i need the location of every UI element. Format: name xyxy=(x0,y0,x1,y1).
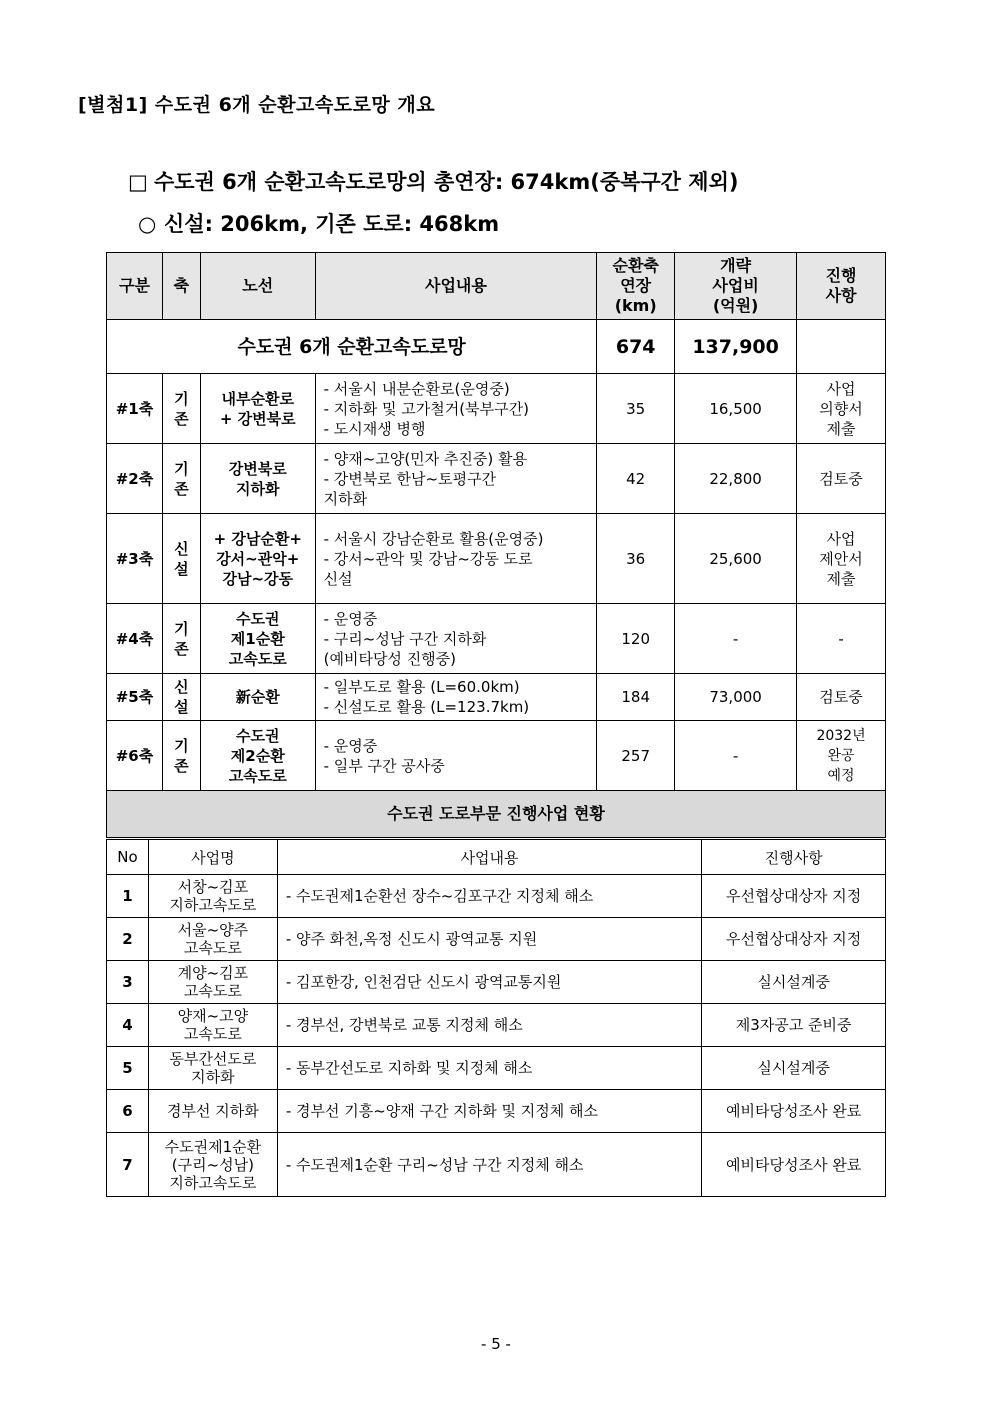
projects-table xyxy=(106,839,886,1197)
axis-route: 내부순환로 + 강변북로 xyxy=(200,374,315,444)
axis-row xyxy=(107,604,886,674)
header-category: 구분 xyxy=(107,253,163,320)
axis-type: 기 존 xyxy=(162,444,200,514)
axis-row xyxy=(107,374,886,444)
axis-route: 수도권 제2순환 고속도로 xyxy=(200,721,315,791)
summary-total-text: 수도권 6개 순환고속도로망의 총연장: 674km(중복구간 제외) xyxy=(154,170,739,194)
axis-id: #2축 xyxy=(107,444,163,514)
axis-route: 新순환 xyxy=(200,674,315,721)
project-name: 양재~고양 고속도로 xyxy=(148,1004,277,1047)
project-status: 실시설계중 xyxy=(702,1047,886,1090)
axis-id: #3축 xyxy=(107,514,163,604)
project-name: 서울~양주 고속도로 xyxy=(148,918,277,961)
axis-length: 35 xyxy=(597,374,675,444)
axis-cost: 25,600 xyxy=(675,514,797,604)
axis-row xyxy=(107,721,886,791)
header-route: 노선 xyxy=(200,253,315,320)
axis-cost: - xyxy=(675,604,797,674)
project-content: - 경부선 기흥~양재 구간 지하화 및 지정체 해소 xyxy=(277,1090,701,1133)
project-status: 제3자공고 준비중 xyxy=(702,1004,886,1047)
total-cost: 137,900 xyxy=(675,320,797,374)
axis-type: 기 존 xyxy=(162,721,200,791)
project-no: 4 xyxy=(107,1004,149,1047)
project-row xyxy=(107,1090,886,1133)
summary-breakdown xyxy=(138,208,499,238)
axis-status: 검토중 xyxy=(797,674,886,721)
axis-route: + 강남순환+ 강서~관악+ 강남~강동 xyxy=(200,514,315,604)
axis-content: - 양재~고양(민자 추진중) 활용 - 강변북로 한남~토평구간 지하화 xyxy=(315,444,597,514)
axis-status: 2032년 완공 예정 xyxy=(797,721,886,791)
axes-header-row xyxy=(107,253,886,320)
header-content: 사업내용 xyxy=(315,253,597,320)
project-name: 동부간선도로 지하화 xyxy=(148,1047,277,1090)
axis-row xyxy=(107,674,886,721)
axis-content: - 서울시 내분순환로(운영중) - 지하화 및 고가철거(북부구간) - 도시재생 병행 xyxy=(315,374,597,444)
project-row xyxy=(107,1047,886,1090)
axis-type: 기 존 xyxy=(162,374,200,444)
project-status: 실시설계중 xyxy=(702,961,886,1004)
header-project-name: 사업명 xyxy=(148,840,277,875)
project-row xyxy=(107,918,886,961)
header-status: 진행 사항 xyxy=(797,253,886,320)
project-status: 우선협상대상자 지정 xyxy=(702,875,886,918)
project-name: 경부선 지하화 xyxy=(148,1090,277,1133)
square-bullet-icon: □ xyxy=(128,170,148,194)
annex-title: [별첨1] 수도권 6개 순환고속도로망 개요 xyxy=(78,94,436,116)
project-status: 우선협상대상자 지정 xyxy=(702,918,886,961)
section-row xyxy=(107,791,886,838)
axis-status: 사업 제안서 제출 xyxy=(797,514,886,604)
axis-row xyxy=(107,444,886,514)
header-length: 순환축 연장 (km) xyxy=(597,253,675,320)
project-name: 수도권제1순환 (구리~성남) 지하고속도로 xyxy=(148,1133,277,1197)
axis-length: 36 xyxy=(597,514,675,604)
project-row xyxy=(107,1004,886,1047)
project-content: - 양주 화천,옥정 신도시 광역교통 지원 xyxy=(277,918,701,961)
project-row xyxy=(107,1133,886,1197)
axis-length: 184 xyxy=(597,674,675,721)
project-no: 1 xyxy=(107,875,149,918)
header-cost: 개략 사업비 (억원) xyxy=(675,253,797,320)
project-name: 서창~김포 지하고속도로 xyxy=(148,875,277,918)
project-content: - 김포한강, 인천검단 신도시 광역교통지원 xyxy=(277,961,701,1004)
axis-id: #5축 xyxy=(107,674,163,721)
project-no: 7 xyxy=(107,1133,149,1197)
axis-cost: 22,800 xyxy=(675,444,797,514)
project-content: - 수도권제1순환 구리~성남 구간 지정체 해소 xyxy=(277,1133,701,1197)
circle-bullet-icon: ○ xyxy=(138,212,157,236)
axis-type: 기 존 xyxy=(162,604,200,674)
project-row xyxy=(107,875,886,918)
page-number: - 5 - xyxy=(481,1335,511,1353)
axis-length: 42 xyxy=(597,444,675,514)
axis-content: - 운영중 - 구리~성남 구간 지하화 (예비타당성 진행중) xyxy=(315,604,597,674)
axis-id: #1축 xyxy=(107,374,163,444)
total-status xyxy=(797,320,886,374)
projects-header-row xyxy=(107,840,886,875)
project-content: - 동부간선도로 지하화 및 지정체 해소 xyxy=(277,1047,701,1090)
project-no: 6 xyxy=(107,1090,149,1133)
header-axis: 축 xyxy=(162,253,200,320)
axis-content: - 서울시 강남순환로 활용(운영중) - 강서~관악 및 강남~강동 도로 신설 xyxy=(315,514,597,604)
axis-route: 강변북로 지하화 xyxy=(200,444,315,514)
axis-length: 257 xyxy=(597,721,675,791)
axis-id: #6축 xyxy=(107,721,163,791)
axes-table xyxy=(106,252,886,838)
total-row xyxy=(107,320,886,374)
section-title: 수도권 도로부문 진행사업 현황 xyxy=(107,791,886,838)
axis-cost: 16,500 xyxy=(675,374,797,444)
axis-status: 검토중 xyxy=(797,444,886,514)
header-project-status: 진행사항 xyxy=(702,840,886,875)
project-content: - 경부선, 강변북로 교통 지정체 해소 xyxy=(277,1004,701,1047)
axis-status: - xyxy=(797,604,886,674)
header-no: No xyxy=(107,840,149,875)
axis-route: 수도권 제1순환 고속도로 xyxy=(200,604,315,674)
axis-content: - 일부도로 활용 (L=60.0km) - 신설도로 활용 (L=123.7km) xyxy=(315,674,597,721)
summary-breakdown-text: 신설: 206km, 기존 도로: 468km xyxy=(164,212,500,236)
project-name: 계양~김포 고속도로 xyxy=(148,961,277,1004)
summary-total-length xyxy=(128,166,738,196)
project-no: 5 xyxy=(107,1047,149,1090)
project-no: 3 xyxy=(107,961,149,1004)
project-no: 2 xyxy=(107,918,149,961)
project-row xyxy=(107,961,886,1004)
axis-type: 신 설 xyxy=(162,674,200,721)
axis-length: 120 xyxy=(597,604,675,674)
axis-row xyxy=(107,514,886,604)
total-label: 수도권 6개 순환고속도로망 xyxy=(107,320,597,374)
axis-content: - 운영중 - 일부 구간 공사중 xyxy=(315,721,597,791)
axis-id: #4축 xyxy=(107,604,163,674)
project-content: - 수도권제1순환선 장수~김포구간 지정체 해소 xyxy=(277,875,701,918)
project-status: 예비타당성조사 완료 xyxy=(702,1090,886,1133)
header-project-content: 사업내용 xyxy=(277,840,701,875)
axis-type: 신 설 xyxy=(162,514,200,604)
project-status: 예비타당성조사 완료 xyxy=(702,1133,886,1197)
axis-cost: - xyxy=(675,721,797,791)
total-length: 674 xyxy=(597,320,675,374)
axis-status: 사업 의향서 제출 xyxy=(797,374,886,444)
axis-cost: 73,000 xyxy=(675,674,797,721)
